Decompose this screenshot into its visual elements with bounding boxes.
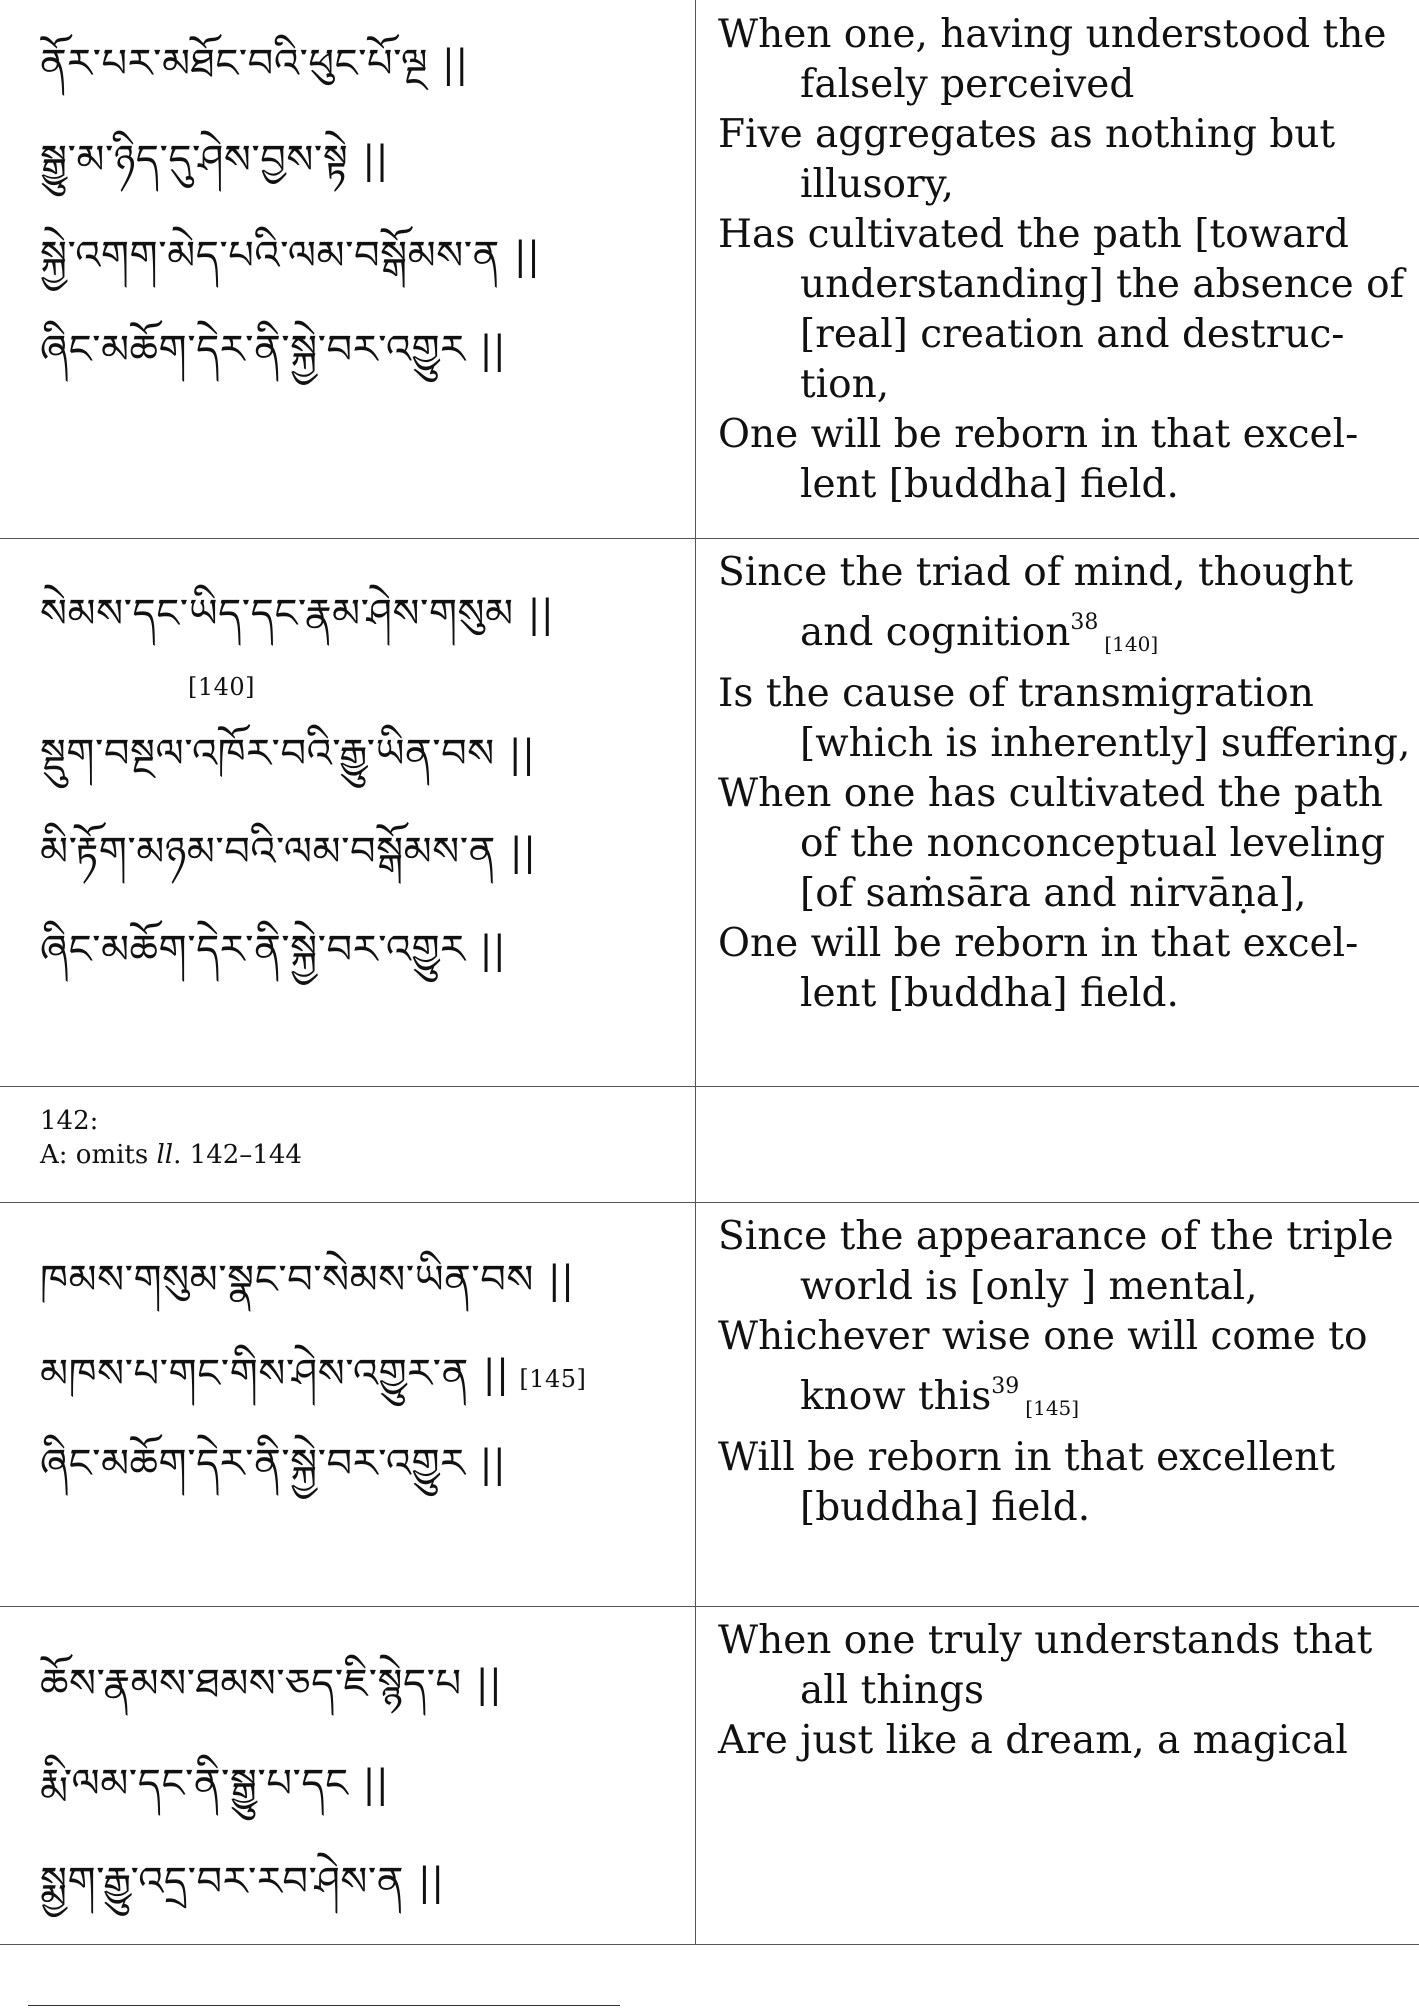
verse-row-1 (0, 0, 1419, 539)
note-row (0, 1086, 1419, 1203)
english-line: One will be reborn in that excel- lent [buddha] field. (718, 412, 1359, 507)
tibetan-line: མཁས་པ་གང་གིས་ཤེས་འགྱུར་ན || [145] (40, 1351, 587, 1397)
english-translation (718, 548, 1413, 1019)
variant-note (40, 1104, 302, 1172)
tibetan-line: སེམས་དང་ཡིད་དང་རྣམ་ཤེས་གསུམ || (40, 591, 555, 637)
english-line: Has cultivated the path [toward understanding] the absence of [real] creation and destruc- tion, (718, 212, 1405, 407)
english-line: When one has cultivated the path of the nonconceptual leveling [of saṁsāra and nirvāṇa], (718, 771, 1386, 916)
empty-cell (698, 1086, 1419, 1202)
english-line: When one, having understood the falsely perceived (718, 12, 1387, 107)
english-line: Five aggregates as nothing but illusory, (718, 112, 1336, 207)
tibetan-cell (0, 0, 696, 538)
tibetan-line: ནོར་པར་མཐོང་བའི་ཕུང་པོ་ལྔ || (40, 41, 469, 87)
footnote-ref[interactable]: 38 (1070, 610, 1099, 635)
footnote-ref[interactable]: 39 (991, 1374, 1020, 1399)
verse-row-4 (0, 1606, 1419, 1945)
tibetan-line: སྐྱེ་འགག་མེད་པའི་ལམ་བསྒོམས་ན || (40, 233, 541, 279)
note-text: A: omits ll. 142–144 (40, 1140, 302, 1170)
verse-row-3 (0, 1202, 1419, 1607)
tibetan-line: ཆོས་རྣམས་ཐམས་ཅད་ཇི་སྙེད་པ || (40, 1661, 503, 1707)
line-number-marker: [140] (188, 673, 256, 701)
english-line: Will be reborn in that excellent [buddha] field. (718, 1435, 1335, 1530)
note-cell (0, 1086, 696, 1202)
tibetan-cell (0, 538, 696, 1086)
tibetan-line: ཞིང་མཆོག་དེར་ནི་སྐྱེ་བར་འགྱུར || (40, 927, 507, 973)
english-line: Are just like a dream, a magical (718, 1718, 1348, 1763)
english-line: One will be reborn in that excel- lent [buddha] field. (718, 921, 1359, 1016)
footnote-rule (28, 2005, 620, 2006)
english-translation (718, 10, 1413, 510)
tibetan-line: སྒྱུ་མ་ཉིད་དུ་ཤེས་བྱས་སྟེ || (40, 137, 389, 183)
english-line: Is the cause of transmigration [which is inherently] suffering, (718, 671, 1411, 766)
english-cell (698, 1202, 1419, 1606)
tibetan-line: སྨྱག་རྒྱུ་འདྲ་བར་རབ་ཤེས་ན || (40, 1859, 445, 1905)
tibetan-line: ཁམས་གསུམ་སྣང་བ་སེམས་ཡིན་བས || (40, 1257, 575, 1303)
english-translation (718, 1212, 1413, 1533)
english-line: Since the triad of mind, thought and cognition$^{38}$[140] (718, 550, 1354, 656)
english-cell (698, 0, 1419, 538)
tibetan-line: ཞིང་མཆོག་དེར་ནི་སྐྱེ་བར་འགྱུར || (40, 1441, 507, 1487)
tibetan-line: མི་རྟོག་མཉམ་བའི་ལམ་བསྒོམས་ན || (40, 829, 537, 875)
english-cell (698, 1606, 1419, 1944)
line-number-marker: [145] (519, 1365, 587, 1393)
tibetan-cell (0, 1606, 696, 1944)
tibetan-line: སྡུག་བསྔལ་འཁོར་བའི་རྒྱུ་ཡིན་བས || (40, 731, 536, 777)
tibetan-line: ཞིང་མཆོག་དེར་ནི་སྐྱེ་བར་འགྱུར || (40, 327, 507, 373)
english-line: When one truly understands that all things (718, 1618, 1373, 1713)
note-line-number: 142: (40, 1106, 99, 1136)
english-translation (718, 1616, 1413, 1766)
tibetan-cell (0, 1202, 696, 1606)
english-cell (698, 538, 1419, 1086)
line-number-marker: [140] (1104, 632, 1159, 656)
english-line: Since the appearance of the triple world is [only ] mental, (718, 1214, 1394, 1309)
english-line: Whichever wise one will come to know this$^{39}$[145] (718, 1314, 1368, 1420)
verse-row-2 (0, 538, 1419, 1087)
tibetan-line: རྨི་ལམ་དང་ནི་སྒྱུ་པ་དང || (40, 1761, 390, 1807)
line-number-marker: [145] (1025, 1396, 1080, 1420)
